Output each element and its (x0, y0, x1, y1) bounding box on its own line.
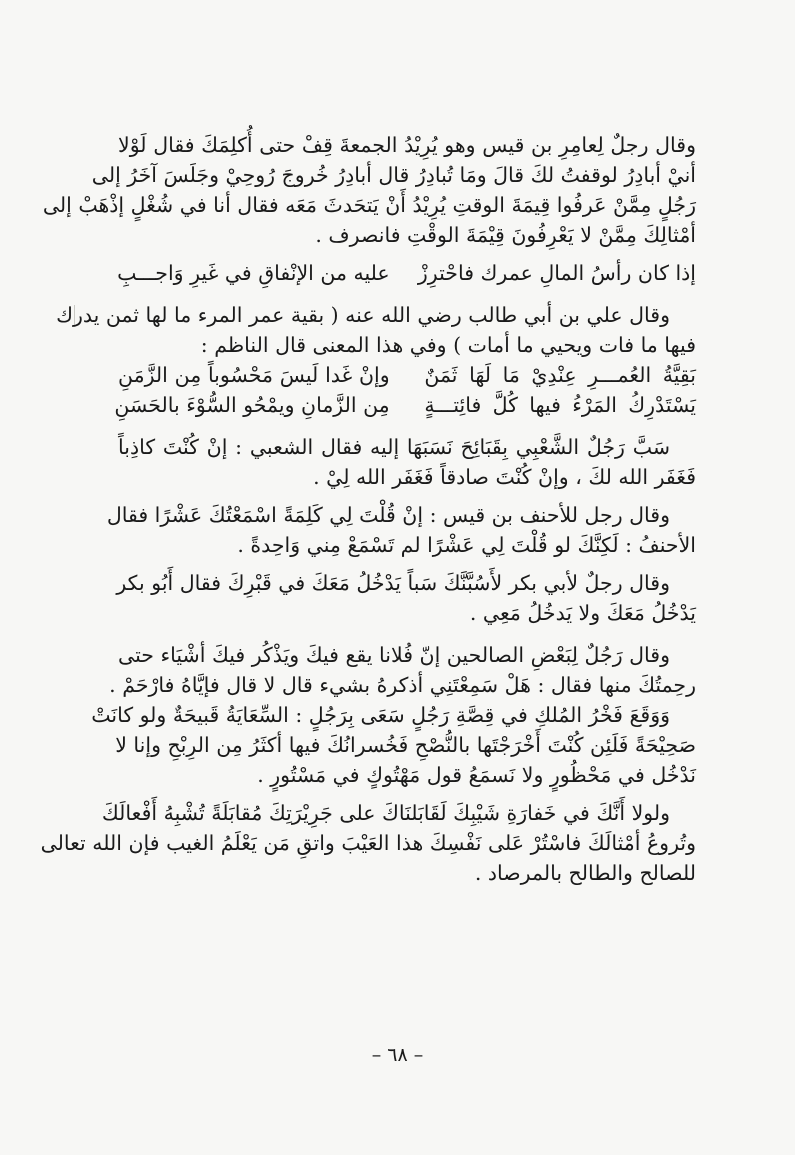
paragraph-shabi (118, 432, 696, 492)
verse-first-half: إذا كان رأسُ المالِ عمرك فاحْترِزْ (417, 261, 696, 285)
verse-line (118, 258, 696, 288)
poem (114, 360, 696, 420)
text-line: نَدْخُل في مَحْظُورٍ ولا نَسمَعُ قول مَهْتُوكٍ في مَسْتُورٍ . (257, 763, 696, 787)
paragraph-amir (42, 130, 696, 250)
text-line: وَوَقَعَ فَخْرُ المُلكِ في قِصَّةِ رَجُلٍ سَعَى بِرَجُلٍ : السِّعَايَةُ قَبيحَةٌ ولو كانَتْ (91, 703, 670, 727)
paragraph-abu-bakr (118, 568, 696, 628)
page-number: – ٦٨ – (371, 1044, 424, 1066)
verse-second-half: وإنْ غَدا لَيسَ مَحْسُوباً مِن الزَّمَنِ (118, 363, 390, 387)
text-line: وقال علي بن أبي طالب رضي الله عنه ( بقية عمر المرء ما لها ثمن يدرك (56, 303, 670, 327)
text-line: فيها ما فات ويحيي ما أمات ) وفي هذا المعنى قال الناظم : (200, 333, 696, 357)
page-body (40, 130, 696, 888)
text-line: وقال رَجُلٌ لِبَعْضِ الصالحين إنّ فُلانا يقع فيكَ ويَذْكُر فيكَ أشْيَاء حتى (118, 643, 670, 667)
text-line: صَحِيْحَةً فَلَئِن كُنْتَ أَخْرَجْتَها بالنُّصْحِ فَخُسرانُكَ فيها أكثَرُ مِن الرِبْحِ وإنا لا (115, 733, 696, 757)
paragraph-salihin (109, 640, 696, 700)
text-line: للصالح والطالح بالمرصاد . (474, 861, 696, 885)
verse-first-half: يَسْتَدْرِكُ المَرْءُ فيها كُلَّ فائِتـــةٍ (424, 393, 696, 417)
verse-first-half: بَقِيَّةُ العُمـــرِ عِنْدِيْ مَا لَهَا ثَمَنٌ (424, 363, 696, 387)
verse-second-half: مِن الزَّمانِ ويمْحُو السُّوْءَ بالحَسَنِ (114, 393, 390, 417)
text-line: وتُروعُ أمْثالَكَ فاسْتُرْ عَلى نَفْسِكَ هذا العَيْبَ واتقِ مَن يَعْلَمُ الغيب فإن الله تعالى (40, 831, 696, 855)
text-line: رَجُلٍ مِمَّنْ عَرفُوا قِيمَةَ الوقتِ يُرِيْدُ أَنْ يَتحَدثَ مَعَه فقال أنا في شُغْلٍ إذْهَبْ إلى (42, 193, 696, 217)
text-line: أنيْ أبادِرُ لوقفتُ لكَ قالَ ومَا تُبادِرُ قال أبادِرُ خُروجَ رُوحِيْ وجَلَسَ آخَرُ إلى (91, 163, 696, 187)
verse-line (114, 390, 696, 420)
verse-line (118, 360, 696, 390)
text-line: ولولا أَنَّكَ في خَفارَةِ شَيْبِكَ لَقَابَلنَاكَ على جَرِيْرَتِكَ مُقابَلَةً تُشْبِهُ أَفْعالَكَ (101, 801, 670, 825)
text-line: وقال رجلٌ لأبي بكر لأَسُبَّنَّكَ سَباً يَدْخُلُ مَعَكَ في قَبْرِكَ فقال أَبُو بكر (116, 571, 670, 595)
paragraph-fakhr-almulk (91, 700, 696, 790)
text-line: يَدْخُلُ مَعَكَ ولا يَدخُلُ مَعِي . (469, 601, 696, 625)
text-line: سَبَّ رَجُلٌ الشَّعْبِي بِقَبَائِحَ نَسَبَهَا إليه فقال الشعبي : إنْ كُنْتَ كاذِباً (118, 435, 670, 459)
verse-second-half: عليه من الإنْفاقِ في غَيرِ وَاجـــبِ (117, 261, 390, 285)
text-line: أمْثالِكَ مِمَّنْ لا يَعْرِفُونَ قِيْمَةَ الوقْتِ فانصرف . (315, 223, 696, 247)
paragraph-ahnaf (106, 500, 696, 560)
paragraph-ali (56, 300, 696, 360)
text-line: فَغَفَر الله لكَ ، وإنْ كُنْتَ صادقاً فَغَفَر الله لِيْ . (313, 465, 696, 489)
text-line: وقال رجلٌ لِعامِرِ بن قيس وهو يُرِيْدُ الجمعةَ قِفْ حتى أُكلِمَكَ فقال لَوْلا (118, 133, 696, 157)
text-line: الأحنفُ : لَكِنَّكَ لو قُلْتَ لِي عَشْرًا لم تَسْمَعْ مِني وَاحِدةً . (237, 533, 696, 557)
text-line: رحِمتُكَ منها فقال : هَلْ سَمِعْتَنِي أذكرهُ بشيء قال لا قال فإيَّاهُ فارْحَمْ . (109, 673, 696, 697)
paragraph-khafara (40, 798, 696, 888)
text-line: وقال رجل للأحنف بن قيس : إنْ قُلْتَ لِي كَلِمَةً اسْمَعْتُكَ عَشْرًا فقال (106, 503, 670, 527)
